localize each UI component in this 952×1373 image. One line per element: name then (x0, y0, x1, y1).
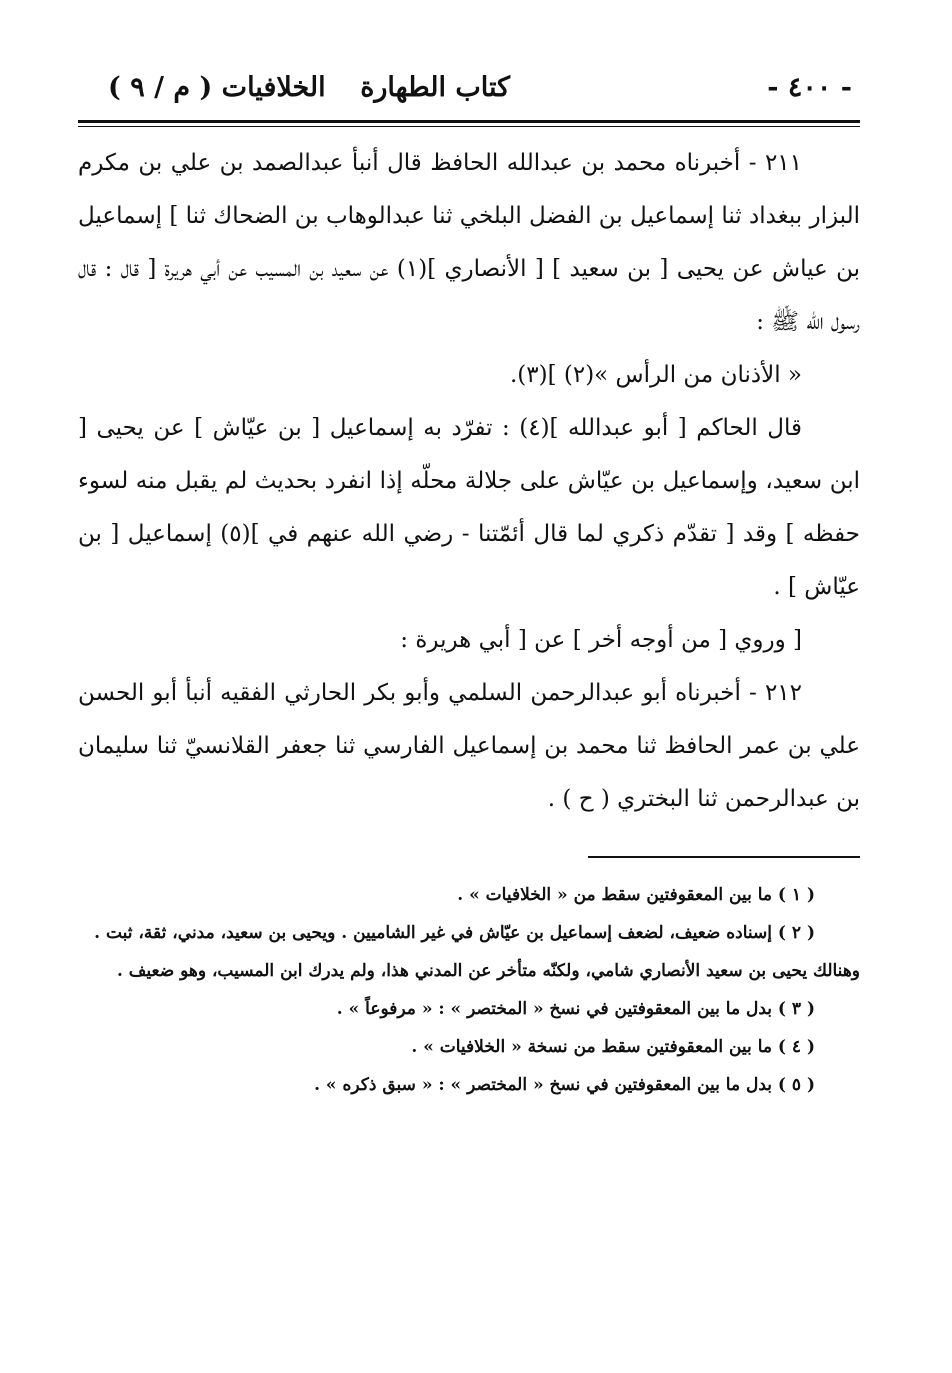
hadith-212-paragraph: ٢١٢ - أخبرناه أبو عبدالرحمن السلمي وأبو بكر الحارثي الفقيه أنبأ أبو الحسن علي بن عمر الحافظ ثنا محمد بن إسماعيل الفارسي ثنا جعفر القلانسيّ ثنا سليمان بن عبدالرحمن ثنا البختري ( ح ) . (78, 680, 861, 812)
header-rule-thick (78, 120, 860, 123)
other-chains-line: [ وروي [ من أوجه أخر ] عن [ أبي هريرة : (400, 627, 802, 653)
source-title: الخلافيات ( م / ٩ ) (108, 72, 326, 103)
hadith-211-paragraph: ٢١١ - أخبرناه محمد بن عبدالله الحافظ قال أنبأ عبدالصمد بن علي بن مكرم البزار ببغداد ثنا إسماعيل بن الفضل البلخي ثنا عبدالوهاب بن الضحاك ثنا ] إسماعيل بن عياش عن يحيى [ بن سعيد ] [ الأنصاري ](١) عن سعيد بن المسيب عن أبي هريرة [ قال : قال رسول الله ﷺ : (78, 150, 860, 335)
footnote-5: ( ٥ ) بدل ما بين المعقوفتين في نسخ « المختصر » : « سبق ذكره » . (314, 1075, 815, 1095)
page-number: - ٤٠٠ - (767, 72, 852, 103)
footnote-1: ( ١ ) ما بين المعقوفتين سقط من « الخلافيات » . (457, 885, 815, 905)
footnote-3: ( ٣ ) بدل ما بين المعقوفتين في نسخ « المختصر » : « مرفوعاً » . (336, 999, 815, 1019)
hadith-text-quote: « الأذنان من الرأس »(٢) ](٣). (509, 362, 802, 388)
footnote-2-continuation: وهنالك يحيى بن سعيد الأنصاري شامي، ولكنّه متأخر عن المدني هذا، ولم يدرك ابن المسيب، وهو ضعيف . (116, 961, 860, 981)
hakim-comment-paragraph: قال الحاكم [ أبو عبدالله ](٤) : تفرّد به إسماعيل [ بن عيّاش ] عن يحيى [ ابن سعيد، وإسماعيل بن عيّاش على جلالة محلّه إذا انفرد بحديث لم يقبل منه لسوء حفظه ] وقد [ تقدّم ذكري لما قال أئمّتنا - رضي الله عنهم في ](٥) إسماعيل [ بن عيّاش ] . (78, 415, 860, 600)
book-chapter-title: كتاب الطهارة (360, 72, 510, 103)
book-page (78, 60, 860, 1104)
footnote-separator (588, 856, 860, 858)
footnote-2: ( ٢ ) إسناده ضعيف، لضعف إسماعيل بن عيّاش في غير الشاميين . ويحيى بن سعيد، مدني، ثقة، ثبت . (94, 923, 815, 943)
footnote-4: ( ٤ ) ما بين المعقوفتين سقط من نسخة « الخلافيات » . (411, 1037, 815, 1057)
footnotes (78, 876, 860, 1104)
running-header (78, 60, 860, 112)
header-rule-thin (78, 126, 860, 127)
main-text (78, 137, 860, 826)
